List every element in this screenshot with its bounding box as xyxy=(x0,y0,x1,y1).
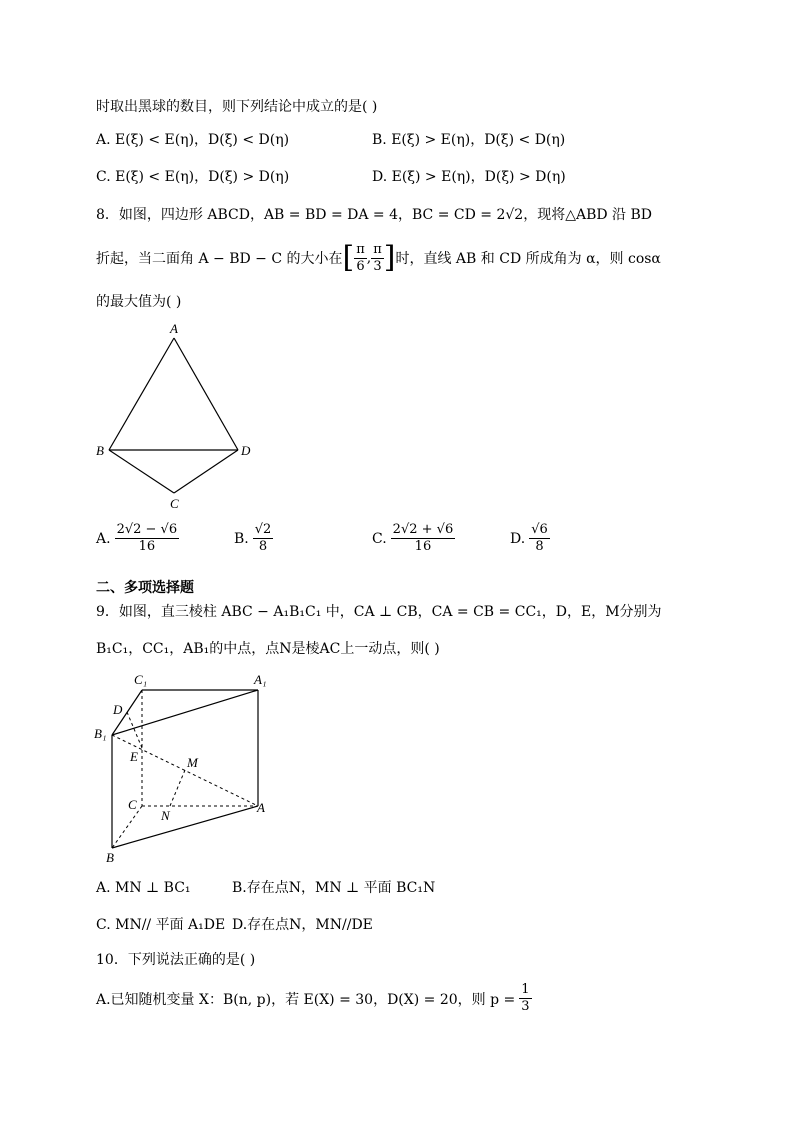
q8-interval-comma: , xyxy=(366,250,372,266)
section-title: 二、多项选择题 xyxy=(96,580,194,596)
q8-label-b: B xyxy=(96,443,104,458)
q8-label-c: C xyxy=(170,496,179,511)
q8-line-3: 的最大值为( ) xyxy=(96,294,182,310)
q9-label-n: N xyxy=(161,808,170,823)
q9-line-2: B₁C₁，CC₁，AB₁的中点，点N是棱AC上一动点，则( ) xyxy=(96,641,440,657)
q9-edge-b1a1 xyxy=(112,690,258,735)
q8-edge-cd xyxy=(174,450,238,493)
q8-label-a: A xyxy=(170,321,178,336)
q8-line-1: 8．如图，四边形 ABCD，AB = BD = DA = 4，BC = CD = 2√2，现将△ABD 沿 BD xyxy=(96,207,652,223)
q7-option-b: B. E(ξ) > E(η)，D(ξ) < D(η) xyxy=(372,132,566,148)
q8-line-2-post: 时，直线 AB 和 CD 所成角为 α，则 cosα xyxy=(395,251,661,267)
q9-label-a1: A₁ xyxy=(254,672,267,687)
q9-option-c: C. MN// 平面 A₁DE xyxy=(96,917,226,933)
q9-label-m: M xyxy=(187,755,198,770)
q9-label-c1: C₁ xyxy=(134,672,148,687)
q9-label-c: C xyxy=(128,797,137,812)
q9-segment-mn xyxy=(170,770,185,806)
q9-label-b: B xyxy=(106,850,114,865)
q8-edge-ad xyxy=(174,338,238,450)
q8-option-b: B. $\frac{√2}{8}$ xyxy=(234,522,272,554)
q9-edge-ba xyxy=(112,806,258,848)
q8-interval-lower: $\frac{\pi}{6}$ xyxy=(356,241,365,274)
q9-label-d: D xyxy=(113,702,123,717)
q8-interval-upper: $\frac{\pi}{3}$ xyxy=(373,241,382,274)
q8-option-a: A. $\frac{2√2 - √6}{16}$ xyxy=(96,522,178,554)
q10-stem: 10．下列说法正确的是( ) xyxy=(96,952,256,968)
q10-option-a: A.已知随机变量 X：B(n, p)，若 E(X) = 30，D(X) = 20，则 p = $\frac{1}{3}$ xyxy=(96,982,530,1014)
q9-line-1: 9．如图，直三棱柱 ABC − A₁B₁C₁ 中，CA ⊥ CB，CA = CB = CC₁，D，E，M分别为 xyxy=(96,604,662,620)
q8-interval-open: [ xyxy=(342,240,355,275)
q8-line-2 xyxy=(96,238,661,278)
q8-figure xyxy=(90,318,260,518)
q8-option-d: D. $\frac{√6}{8}$ xyxy=(510,522,548,554)
q7-option-c: C. E(ξ) < E(η)，D(ξ) > D(η) xyxy=(96,169,290,185)
q9-option-b: B.存在点N，MN ⊥ 平面 BC₁N xyxy=(232,880,436,896)
q7-option-a: A. E(ξ) < E(η)，D(ξ) < D(η) xyxy=(96,132,290,148)
q9-option-a: A. MN ⊥ BC₁ xyxy=(96,880,191,896)
q8-line-2-pre: 折起，当二面角 A − BD − C 的大小在 xyxy=(96,251,343,267)
q9-label-b1: B₁ xyxy=(94,726,107,741)
q9-option-d: D.存在点N，MN//DE xyxy=(232,917,373,933)
q9-label-e: E xyxy=(130,749,138,764)
q9-figure xyxy=(90,668,290,868)
q8-label-d: D xyxy=(241,443,251,458)
q7-stem-end: 时取出黑球的数目，则下列结论中成立的是( ) xyxy=(96,99,378,115)
q8-edge-ab xyxy=(109,338,174,450)
q7-option-d: D. E(ξ) > E(η)，D(ξ) > D(η) xyxy=(372,169,566,185)
q8-interval-close: ] xyxy=(383,240,396,275)
q9-label-a: A xyxy=(257,800,265,815)
q8-edge-bc xyxy=(109,450,174,493)
q9-edge-cb xyxy=(112,806,142,848)
q8-option-c: C. $\frac{2√2 + √6}{16}$ xyxy=(372,522,454,554)
